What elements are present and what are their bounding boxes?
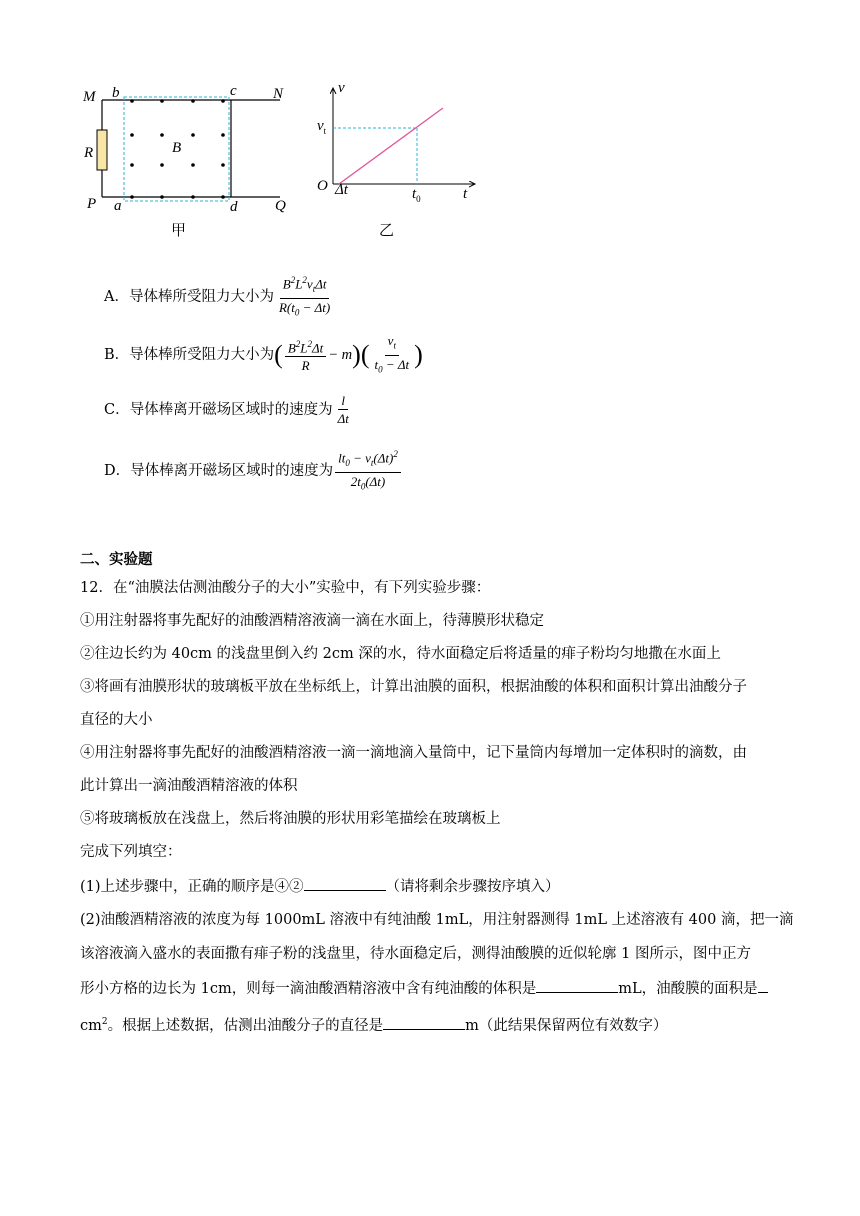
option-A-formula: $\frac{B^2L^2v_t\Delta t}{R(t_0 - \Delta t)}$ bbox=[276, 272, 333, 322]
option-C-formula: $\frac{l}{\Delta t}$ bbox=[337, 393, 349, 426]
option-C-text: C．导体棒离开磁场区域时的速度为 bbox=[104, 401, 333, 418]
answer-blank-volume[interactable] bbox=[536, 978, 618, 993]
option-D-formula: $\frac{lt_0 - v_t(\Delta t)^2}{2t_0(\Delta t)}$ bbox=[335, 446, 401, 496]
caption-yi: 乙 bbox=[379, 221, 395, 239]
option-B[interactable]: B．导体棒所受阻力大小为 ( $\frac{B^2L^2\Delta t}{R}$ − m )( $\frac{v_t}{t_0 - \Delta t}$ ) bbox=[104, 333, 423, 375]
step-3-line1: ③将画有油膜形状的玻璃板平放在坐标纸上，计算出油膜的面积，根据油酸的体积和面积计算出油酸分子 bbox=[80, 679, 747, 695]
sub-2-line3: 形小方格的边长为 1cm，则每一滴油酸酒精溶液中含有纯油酸的体积是 mL，油酸膜的面积是 bbox=[80, 978, 768, 999]
label-N: N bbox=[273, 86, 284, 102]
label-t0: $t_0$ bbox=[412, 186, 421, 204]
label-O: O bbox=[317, 178, 328, 194]
label-a: a bbox=[114, 198, 122, 214]
option-D[interactable] bbox=[104, 446, 403, 496]
option-B-text: B．导体棒所受阻力大小为 bbox=[104, 347, 275, 364]
sub-question-1: (1)上述步骤中，正确的顺序是④② （请将剩余步骤按序填入） bbox=[80, 876, 560, 897]
sub-2-line2: 该溶液滴入盛水的表面撒有痱子粉的浅盘里，待水面稳定后，测得油酸膜的近似轮廓 1 图所示，图中正方 bbox=[80, 946, 751, 962]
fill-prompt: 完成下列填空： bbox=[80, 844, 182, 860]
option-D-text: D．导体棒离开磁场区域时的速度为 bbox=[104, 462, 334, 479]
label-b: b bbox=[112, 85, 120, 101]
figure-jia bbox=[80, 80, 300, 240]
label-t: t bbox=[463, 186, 468, 202]
velocity-line bbox=[339, 108, 443, 184]
label-d: d bbox=[230, 199, 238, 215]
sub-2-line4: $cm^2$。根据上述数据，估测出油酸分子的直径是 m（此结果保留两位有效数字） bbox=[80, 1012, 667, 1036]
answer-blank-diameter[interactable] bbox=[383, 1015, 465, 1030]
label-dt: Δt bbox=[335, 182, 348, 198]
step-2: ②往边长约为 40cm 的浅盘里倒入约 2cm 深的水，待水面稳定后将适量的痱子粉均匀地撒在水面上 bbox=[80, 646, 721, 662]
step-4-line1: ④用注射器将事先配好的油酸酒精溶液一滴一滴地滴入量筒中，记下量筒内每增加一定体积时的滴数，由 bbox=[80, 745, 747, 761]
step-4-line2: 此计算出一滴油酸酒精溶液的体积 bbox=[80, 778, 298, 794]
answer-blank-order[interactable] bbox=[304, 876, 386, 891]
step-3-line2: 直径的大小 bbox=[80, 712, 153, 728]
label-B: B bbox=[172, 140, 182, 156]
label-c: c bbox=[230, 83, 237, 99]
label-R: R bbox=[84, 145, 94, 161]
option-A[interactable] bbox=[104, 272, 335, 322]
label-M: M bbox=[83, 89, 96, 105]
option-C[interactable] bbox=[104, 392, 354, 427]
caption-jia: 甲 bbox=[171, 221, 187, 239]
question-stem: 12．在“油膜法估测油酸分子的大小”实验中，有下列实验步骤： bbox=[80, 580, 491, 596]
label-v: v bbox=[338, 80, 345, 96]
sub-2-line1: (2)油酸酒精溶液的浓度为每 1000mL 溶液中有纯油酸 1mL，用注射器测得 1mL 上述溶液有 400 滴，把一滴 bbox=[80, 912, 794, 928]
step-1: ①用注射器将事先配好的油酸酒精溶液滴一滴在水面上，待薄膜形状稳定 bbox=[80, 613, 544, 629]
resistor bbox=[97, 130, 107, 170]
label-P: P bbox=[87, 196, 97, 212]
label-Q: Q bbox=[275, 198, 286, 214]
label-vt: $v_t$ bbox=[317, 118, 327, 136]
section-title: 二、实验题 bbox=[80, 551, 153, 568]
answer-blank-area[interactable] bbox=[758, 978, 768, 993]
option-A-text: A．导体棒所受阻力大小为 bbox=[104, 288, 274, 305]
step-5: ⑤将玻璃板放在浅盘上，然后将油膜的形状用彩笔描绘在玻璃板上 bbox=[80, 811, 501, 827]
